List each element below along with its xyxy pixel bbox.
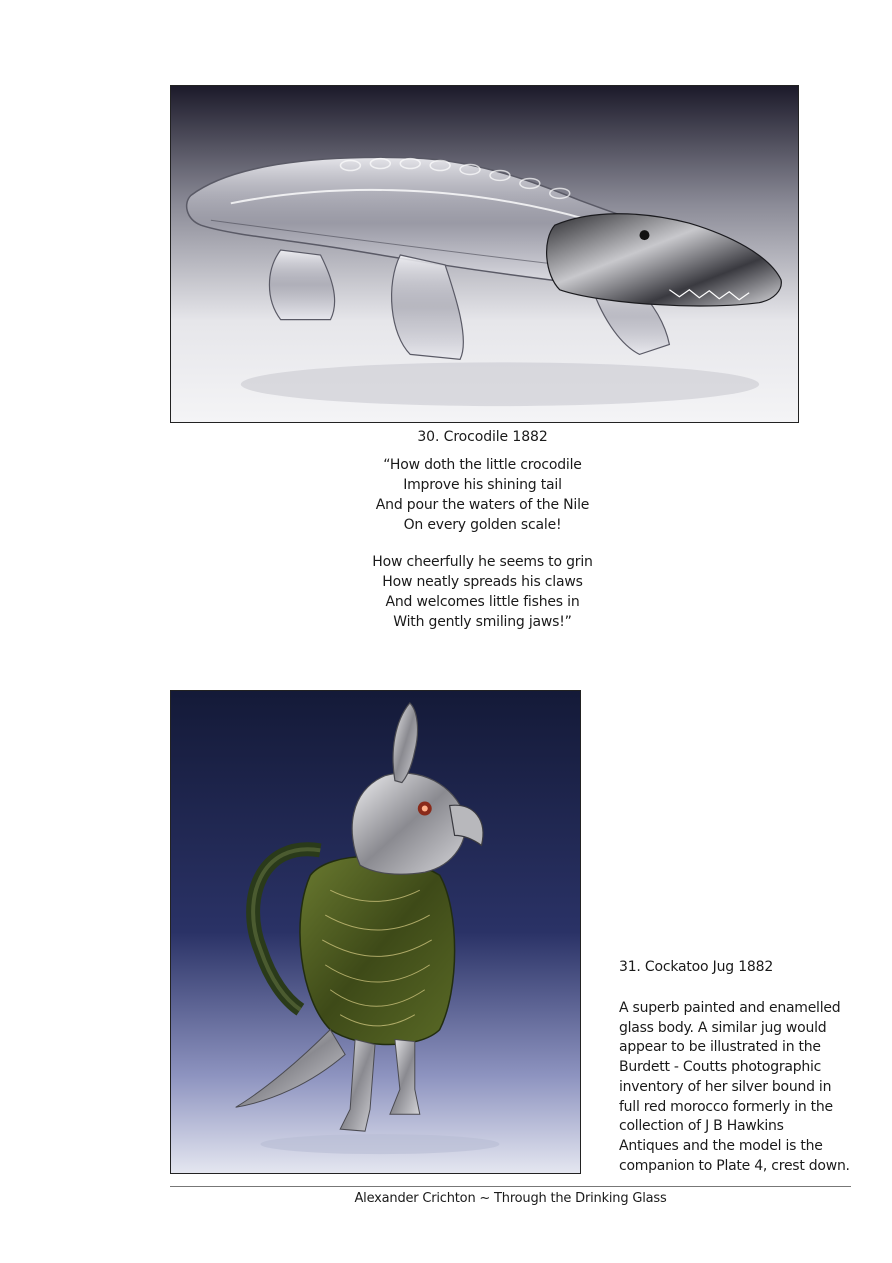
poem-line: Improve his shining tail: [403, 477, 562, 493]
plate-31-caption: 31. Cockatoo Jug 1882: [619, 959, 774, 975]
poem-line: How cheerfully he seems to grin: [372, 554, 593, 570]
description-line: appear to be illustrated in the: [619, 1039, 821, 1056]
cockatoo-jug-photo: [170, 690, 581, 1174]
crocodile-image: [171, 86, 798, 422]
description-line: Antiques and the model is the: [619, 1137, 823, 1154]
poem-line: And welcomes little fishes in: [385, 594, 580, 610]
poem-line: And pour the waters of the Nile: [375, 497, 590, 513]
description-line: A superb painted and enamelled: [619, 1000, 841, 1016]
description-line: glass body. A similar jug would: [619, 1019, 827, 1036]
description-line: inventory of her silver bound in: [619, 1078, 832, 1095]
poem-line: With gently smiling jaws!”: [393, 614, 572, 630]
poem-line: On every golden scale!: [403, 517, 562, 533]
poem-line: “How doth the little crocodile: [383, 457, 582, 473]
footer-divider: [170, 1186, 851, 1187]
poem-stanza-1: [290, 455, 675, 535]
description-line: companion to Plate 4, crest down.: [619, 1157, 850, 1174]
poem-stanza-2: [290, 552, 675, 632]
cockatoo-image: [171, 691, 580, 1173]
description-line: collection of J B Hawkins: [619, 1118, 784, 1135]
page-footer: Alexander Crichton ~ Through the Drinking Glass: [354, 1191, 667, 1206]
poem-line: How neatly spreads his claws: [382, 574, 583, 590]
description-line: Burdett - Coutts photographic: [619, 1059, 822, 1076]
plate-30-caption: 30. Crocodile 1882: [417, 429, 548, 445]
description-line: full red morocco formerly in the: [619, 1098, 833, 1115]
crocodile-claret-jug-photo: [170, 85, 799, 423]
plate-31-description: [619, 999, 869, 1176]
